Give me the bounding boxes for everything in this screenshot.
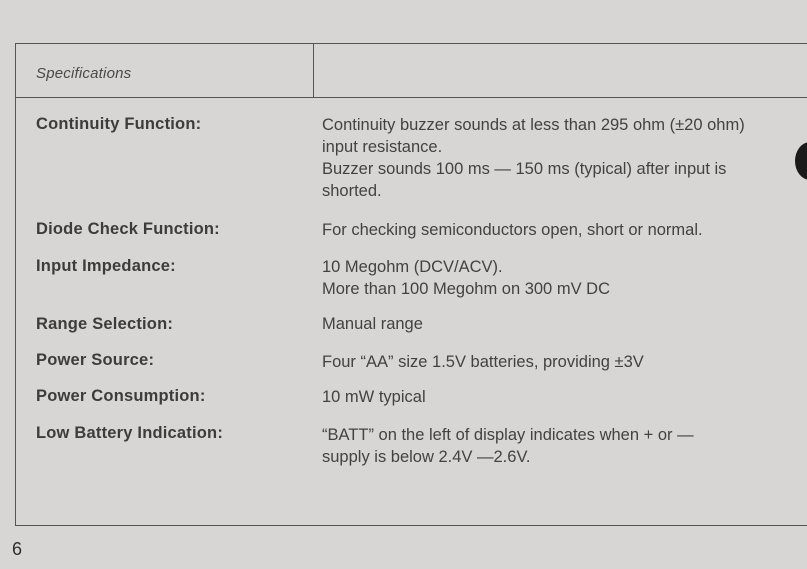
spec-value-line: More than 100 Megohm on 300 mV DC	[322, 280, 610, 298]
spec-value-line: supply is below 2.4V —2.6V.	[322, 448, 531, 466]
spec-value-low-battery	[322, 424, 694, 468]
spec-value-input-impedance	[322, 256, 610, 300]
spec-label-range-selection: Range Selection:	[36, 315, 174, 333]
spec-value-line: Four “AA” size 1.5V batteries, providing ±3V	[322, 353, 644, 371]
spec-value-line: shorted.	[322, 182, 382, 200]
spec-value-line: Manual range	[322, 315, 423, 333]
spec-value-diode-check	[322, 219, 703, 241]
header-divider	[313, 44, 314, 98]
spec-value-range-selection	[322, 313, 423, 335]
spec-value-continuity	[322, 114, 745, 202]
spec-value-line: 10 mW typical	[322, 388, 426, 406]
spec-value-line: input resistance.	[322, 138, 443, 156]
spec-label-power-source: Power Source:	[36, 351, 155, 369]
spec-label-input-impedance: Input Impedance:	[36, 257, 176, 275]
spec-value-line: For checking semiconductors open, short or normal.	[322, 221, 703, 239]
section-title: Specifications	[36, 65, 132, 82]
spec-value-line: “BATT” on the left of display indicates when + or —	[322, 426, 694, 444]
spec-value-line: Continuity buzzer sounds at less than 295 ohm (±20 ohm)	[322, 116, 745, 134]
spec-label-continuity: Continuity Function:	[36, 115, 202, 133]
spec-value-power-consumption	[322, 386, 426, 408]
spec-label-low-battery: Low Battery Indication:	[36, 424, 224, 442]
spec-value-line: 10 Megohm (DCV/ACV).	[322, 258, 503, 276]
spec-label-diode-check: Diode Check Function:	[36, 220, 220, 238]
spec-value-line: Buzzer sounds 100 ms — 150 ms (typical) after input is	[322, 160, 727, 178]
spec-label-power-consumption: Power Consumption:	[36, 387, 206, 405]
table-header-row	[16, 44, 807, 98]
page-number: 6	[12, 539, 23, 559]
spec-value-power-source	[322, 351, 644, 373]
